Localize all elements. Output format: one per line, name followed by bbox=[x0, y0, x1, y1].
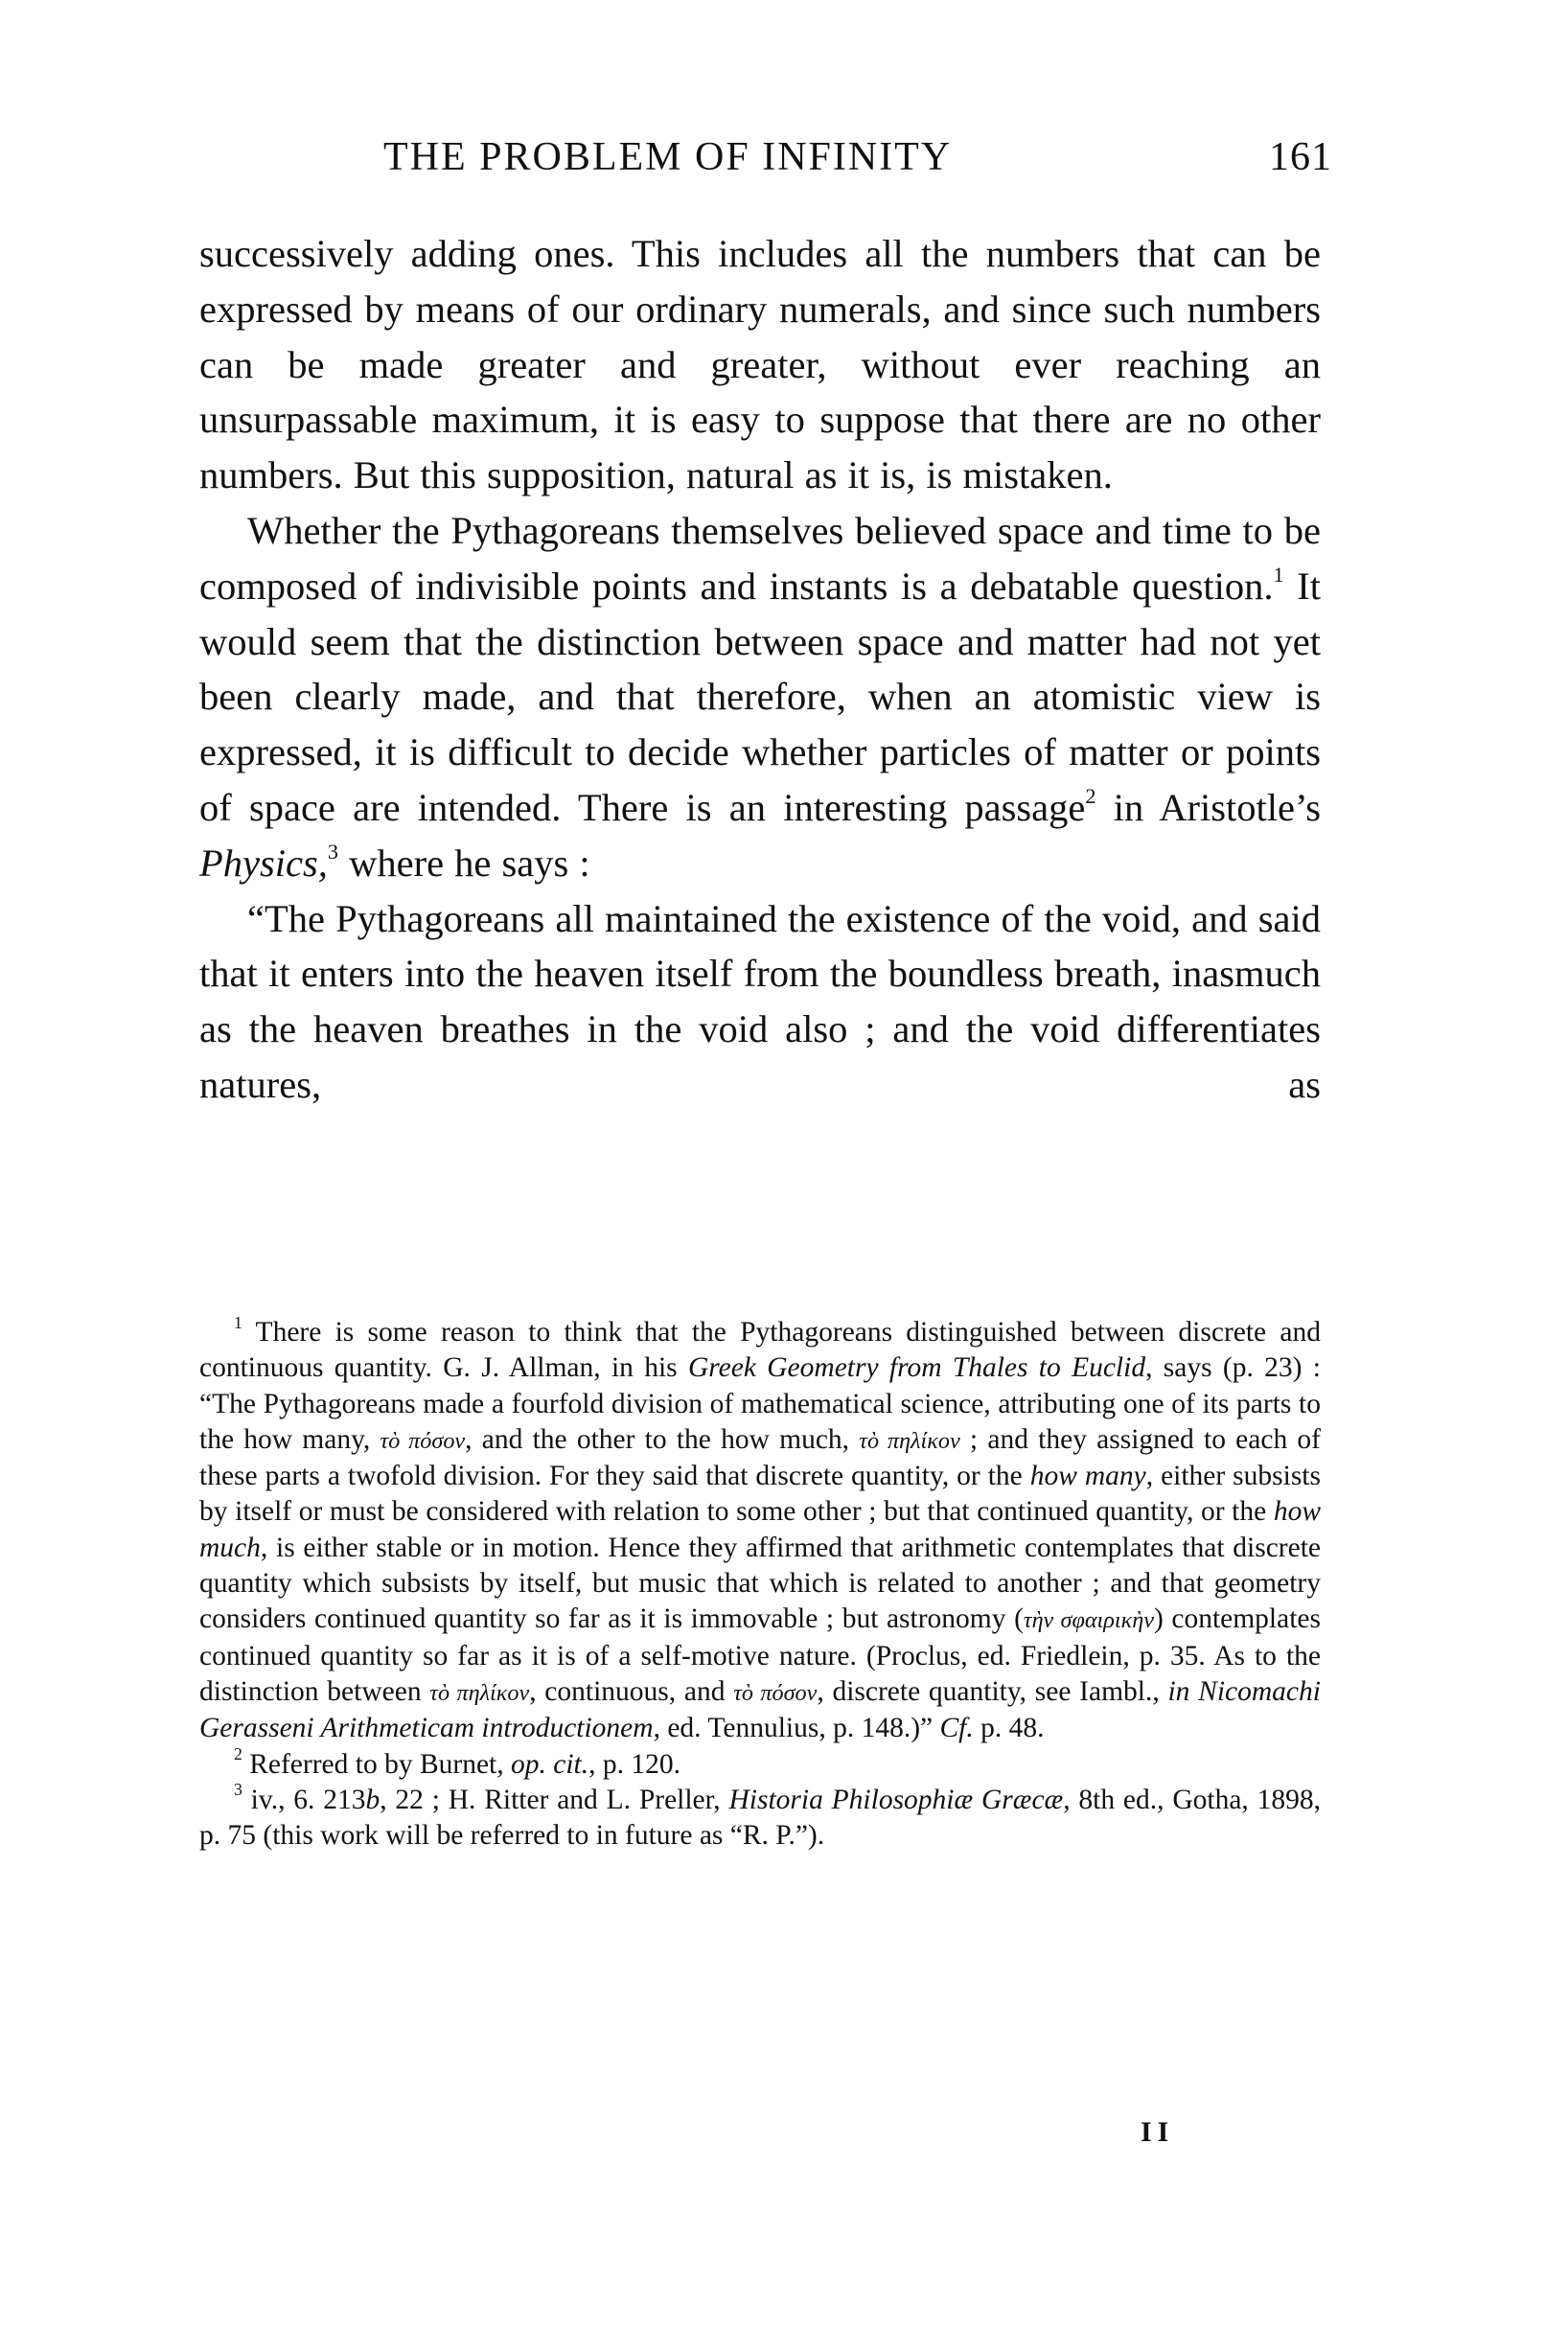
italic-term: b bbox=[365, 1784, 380, 1815]
text-run: ) contemplates continued quantity so far as it is of a self-motive nature. (Proclus, ed. Friedlein, p. 35. As to the distinction between bbox=[199, 1603, 1321, 1707]
italic-term: how many bbox=[1029, 1461, 1146, 1492]
greek-term: τὸ πηλίκον bbox=[429, 1679, 530, 1706]
text-run: There is some reason to think that the Pythagoreans distinguished between discrete and continuous quantity. G. J. Allman, in his bbox=[199, 1317, 1321, 1384]
book-title-physics: Physics, bbox=[199, 841, 328, 885]
footnote-marker: 2 bbox=[234, 1744, 242, 1764]
greek-term: τὸ πόσον bbox=[380, 1427, 466, 1454]
paragraph-2 bbox=[199, 503, 1321, 891]
text-run: , continuous, and bbox=[529, 1675, 734, 1707]
text-run: Whether the Pythagoreans themselves believed space and time to be composed of indivisible points and instants is a debatable question. bbox=[199, 508, 1321, 608]
text-run: , 8th ed., Gotha, 1898, p. 75 (this work will be referred to in future as “R. P.”). bbox=[199, 1784, 1321, 1852]
text-run: , ed. Tennulius, p. 148.)” bbox=[653, 1713, 940, 1744]
footnote-ref-2[interactable]: 2 bbox=[1085, 784, 1096, 809]
text-run: in Aristotle’s bbox=[1095, 785, 1321, 829]
signature-mark: II bbox=[1141, 2116, 1175, 2148]
quotation-paragraph: “The Pythagoreans all maintained the existence of the void, and said that it enters into the heaven itself from the boundless breath, inasmuch as the heaven breathes in the void also ; and the void differentiates natures, as bbox=[199, 896, 1322, 1106]
italic-title: Historia Philosophiæ Græcæ bbox=[728, 1784, 1064, 1815]
italic-term: Cf. bbox=[939, 1713, 974, 1744]
text-run: ; and they assigned to each of these parts a twofold division. For they said that discrete quantity, or the bbox=[199, 1423, 1322, 1492]
running-head bbox=[383, 134, 1332, 188]
text-run: , says (p. 23) : “The Pythagoreans made a fourfold division of mathematical science, attributing one of its parts to the how many, bbox=[199, 1352, 1321, 1455]
text-run: , is either stable or in motion. Hence they affirmed that arithmetic contemplates that discrete quantity which subsists by itself, but music that which is related to another ; and that geometry considers continued quantity so far as it is immovable ; but astronomy ( bbox=[199, 1532, 1321, 1635]
greek-term: τὸ πόσον bbox=[733, 1679, 818, 1706]
chapter-title: THE PROBLEM OF INFINITY bbox=[383, 135, 953, 179]
greek-term: τὸ πηλίκον bbox=[859, 1427, 960, 1454]
text-run: where he says : bbox=[337, 841, 590, 885]
italic-title: in Nicomachi Gerasseni Arithmeticam introductionem bbox=[199, 1675, 1321, 1744]
footnote-ref-3[interactable]: 3 bbox=[327, 839, 338, 864]
main-text bbox=[199, 226, 1321, 1113]
footnote-3 bbox=[199, 1780, 1321, 1855]
text-run: , p. 120. bbox=[588, 1748, 681, 1780]
text-run: , either subsists by itself or must be considered with relation to some other ; but that continued quantity, or the bbox=[199, 1461, 1321, 1528]
italic-term: op. cit. bbox=[511, 1748, 589, 1780]
text-run: , 22 ; H. Ritter and L. Preller, bbox=[380, 1784, 729, 1815]
text-run: It would seem that the distinction between space and matter had not yet been clearly made, and that therefore, when an atomistic view is expressed, it is difficult to decide whether particles of matter or points of space are intended. There is an interesting passage bbox=[199, 564, 1321, 829]
italic-title: Greek Geometry from Thales to Euclid bbox=[687, 1352, 1146, 1384]
text-run: , and the other to the how much, bbox=[465, 1423, 860, 1455]
greek-term: τὴν σφαιρικὴν bbox=[1023, 1607, 1154, 1634]
footnote-ref-1[interactable]: 1 bbox=[1273, 562, 1284, 587]
footnote-marker: 1 bbox=[234, 1312, 242, 1332]
footnotes bbox=[199, 1312, 1322, 1854]
italic-term: how much bbox=[199, 1496, 1321, 1563]
footnote-2 bbox=[199, 1744, 1321, 1783]
text-run: Referred to by Burnet, bbox=[242, 1748, 512, 1780]
text-run: p. 48. bbox=[973, 1713, 1045, 1744]
page-number: 161 bbox=[1269, 135, 1332, 179]
footnote-marker: 3 bbox=[234, 1780, 242, 1800]
footnote-1 bbox=[199, 1312, 1322, 1747]
text-run: , discrete quantity, see Iambl., bbox=[817, 1675, 1168, 1707]
text-run: iv., 6. 213 bbox=[242, 1784, 366, 1815]
paragraph-1: successively adding ones. This includes all the numbers that can be expressed by means of our ordinary numerals, and since such numbers can be made greater and greater, without ever reaching an unsurpassable maximum, it is easy to suppose that there are no other numbers. But this supposition, natural as it is, is mistaken. bbox=[199, 232, 1321, 497]
